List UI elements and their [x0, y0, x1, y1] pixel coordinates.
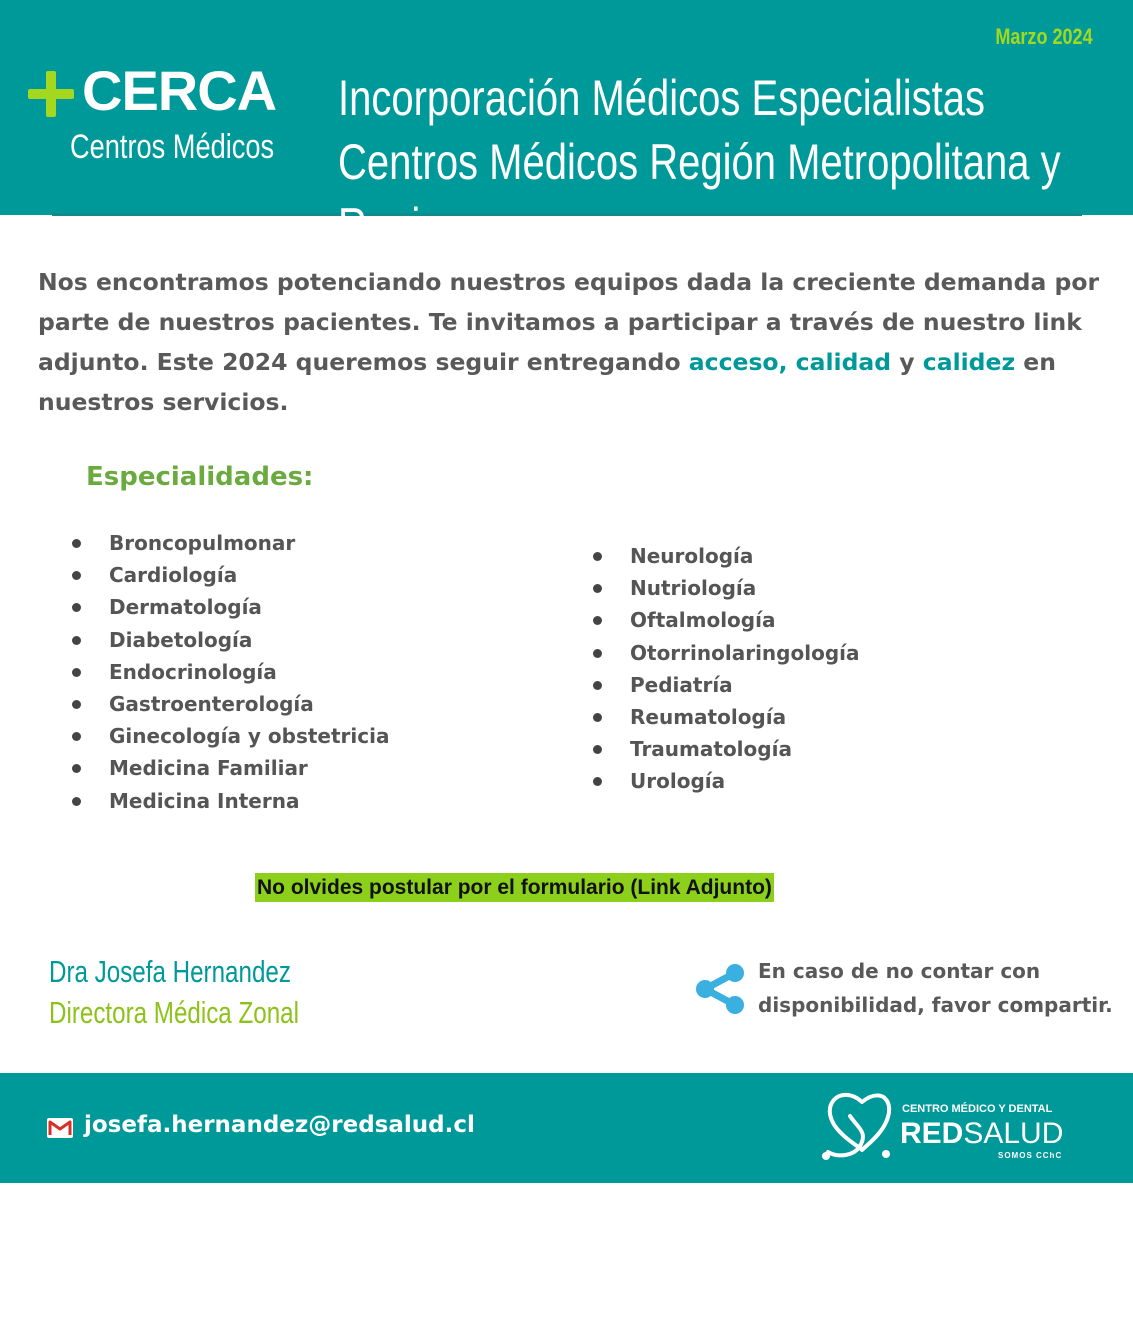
specialty-item: Medicina Interna: [71, 785, 389, 817]
intro-paragraph: [38, 262, 1108, 422]
brand-name-red: RED: [900, 1117, 964, 1150]
intro-text: en nuestros servicios.: [38, 348, 1056, 416]
specialty-item: Medicina Familiar: [71, 752, 389, 784]
intro-highlight-warmth: calidez: [922, 348, 1016, 376]
specialty-item: Ginecología y obstetricia: [71, 720, 389, 752]
redsalud-logo: [820, 1088, 1090, 1168]
specialties-list-right: [592, 540, 860, 798]
signature-name: Dra Josefa Hernandez: [49, 954, 291, 989]
specialty-item: Oftalmología: [592, 604, 860, 636]
logo-name: CERCA: [82, 59, 277, 122]
signature-role: Directora Médica Zonal: [49, 995, 299, 1030]
brand-top-text: CENTRO MÉDICO Y DENTAL: [902, 1103, 1053, 1115]
intro-text: y: [891, 348, 923, 376]
page-title: Incorporación Médicos Especialistas Centros Médicos Región Metropolitana y Regiones: [338, 70, 1061, 254]
brand-name-text: [900, 1117, 1063, 1150]
specialty-item: Urología: [592, 765, 860, 797]
specialty-item: Neurología: [592, 540, 860, 572]
share-icon[interactable]: [693, 962, 747, 1016]
specialty-item: Gastroenterología: [71, 688, 389, 720]
application-notice: No olvides postular por el formulario (Link Adjunto): [255, 873, 774, 902]
specialty-item: Otorrinolaringología: [592, 637, 860, 669]
logo-subtitle: Centros Médicos: [70, 128, 275, 166]
specialty-item: Nutriología: [592, 572, 860, 604]
specialty-item: Cardiología: [71, 559, 389, 591]
specialty-item: Reumatología: [592, 701, 860, 733]
email-link[interactable]: josefa.hernandez@redsalud.cl: [84, 1112, 475, 1138]
intro-highlight-access-quality: acceso, calidad: [688, 348, 892, 376]
intro-text: Nos encontramos potenciando nuestros equipos dada la creciente demanda por parte de nuestros pacientes. Te invitamos a participar a través de nuestro link adjunto. Este 2024 queremos seguir entregando: [38, 268, 1100, 376]
specialties-list-left: [71, 527, 389, 817]
specialty-item: Broncopulmonar: [71, 527, 389, 559]
specialty-item: Endocrinología: [71, 656, 389, 688]
share-message: En caso de no contar con disponibilidad, favor compartir.: [758, 959, 1113, 1017]
date-label: Marzo 2024: [995, 24, 1093, 49]
specialty-item: Diabetología: [71, 624, 389, 656]
specialties-title: Especialidades:: [86, 462, 314, 492]
plus-logo-icon: [28, 71, 74, 117]
specialty-item: Dermatología: [71, 591, 389, 623]
brand-name-salud: SALUD: [963, 1117, 1064, 1150]
brand-bottom-text: SOMOS CChC: [998, 1151, 1063, 1160]
specialty-item: Traumatología: [592, 733, 860, 765]
gmail-icon: [47, 1118, 73, 1138]
specialty-item: Pediatría: [592, 669, 860, 701]
